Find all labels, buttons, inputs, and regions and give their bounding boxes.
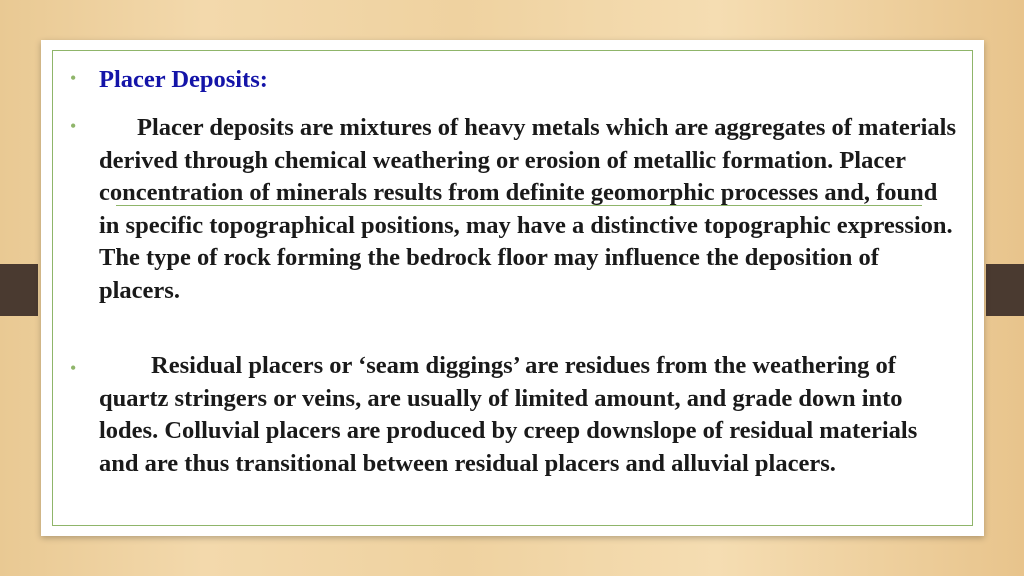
left-side-tab: [0, 264, 38, 316]
right-side-tab: [986, 264, 1024, 316]
slide-title: Placer Deposits:: [99, 66, 268, 93]
paragraph-residual-placers: [99, 350, 959, 480]
paragraph-placer-deposits: [99, 112, 959, 307]
paragraph-2-text: Residual placers or ‘seam diggings’ are residues from the weathering of quartz stringers or veins, are usually of limited amount, and grade down into lodes. Colluvial placers are produced by creep downslope of residual materials and are thus transitional between residual placers and alluvial placers.: [99, 352, 918, 477]
bullet-icon: •: [70, 116, 77, 136]
paragraph-1-text: Placer deposits are mixtures of heavy metals which are aggregates of materials derived through chemical weathering or erosion of metallic formation. Placer concentration of minerals results from definite geomorphic processes and, found in specific topographical positions, may have a distinctive topographic expression. The type of rock forming the bedrock floor may influence the deposition of placers.: [99, 114, 957, 304]
bullet-icon: •: [70, 68, 77, 88]
bullet-icon: •: [70, 358, 77, 378]
